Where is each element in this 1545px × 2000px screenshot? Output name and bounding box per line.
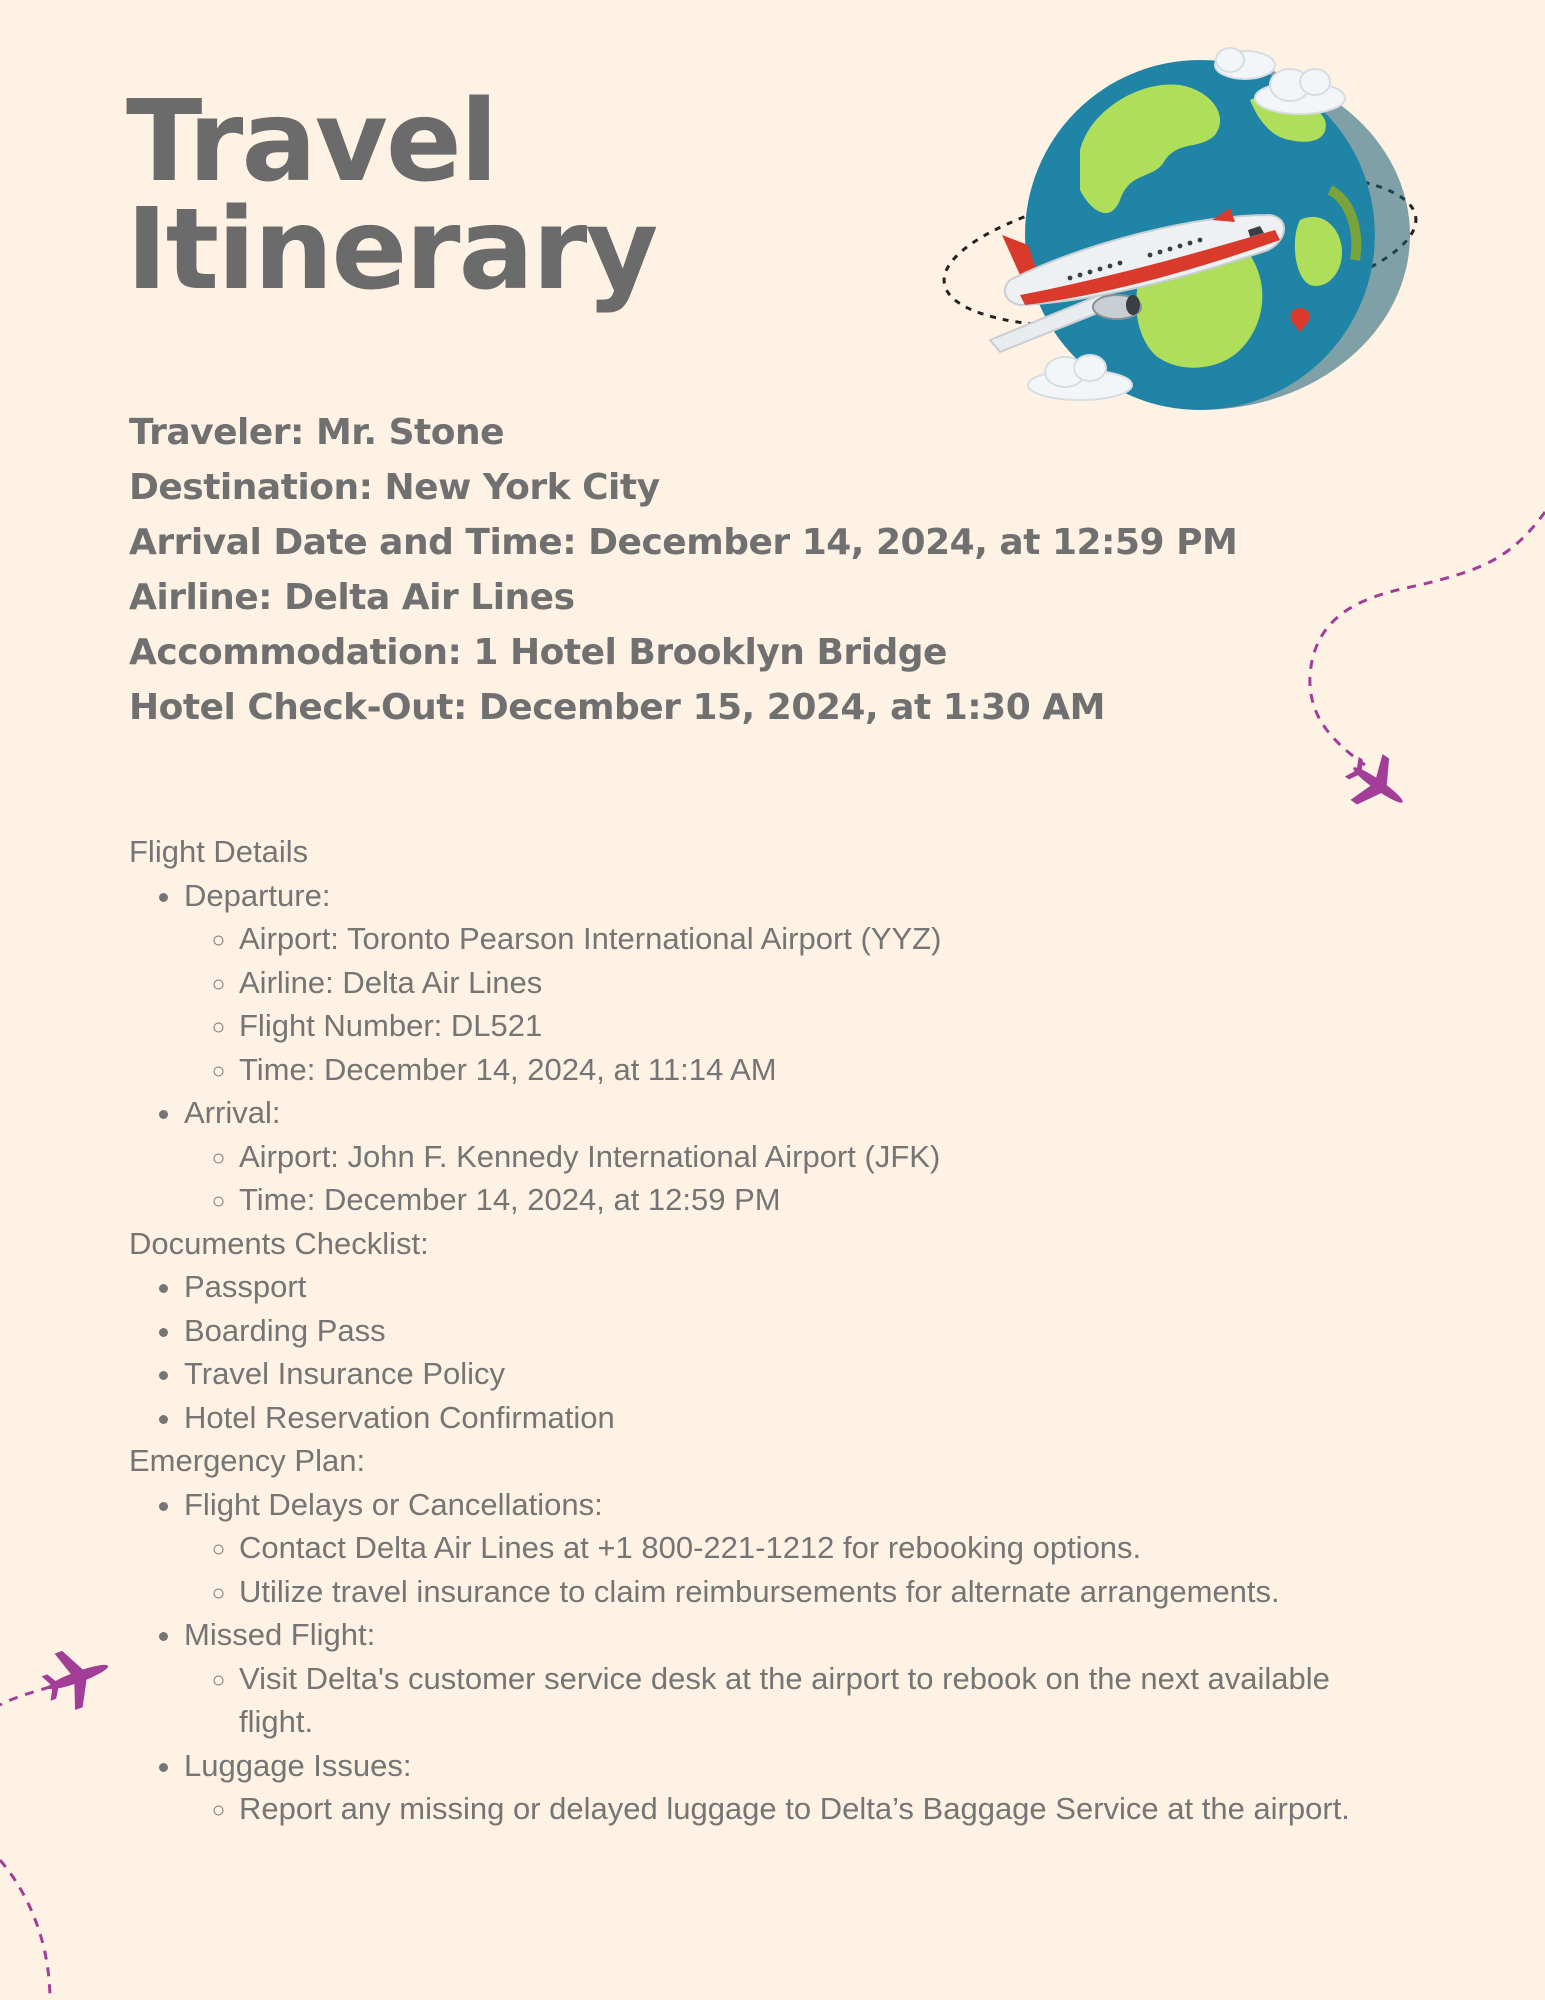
missed-label: Missed Flight:	[184, 1617, 376, 1652]
list-item: ◦ Report any missing or delayed luggage to Delta’s Baggage Service at the airport.	[239, 1787, 1369, 1831]
missed-item	[184, 1613, 1429, 1744]
list-item: ◦ Airport: Toronto Pearson International Airport (YYZ)	[239, 917, 1429, 961]
list-item: ◦ Utilize travel insurance to claim reimbursements for alternate arrangements.	[239, 1570, 1429, 1614]
destination-line: Destination: New York City	[129, 467, 660, 508]
delays-label: Flight Delays or Cancellations:	[184, 1486, 603, 1522]
delays-sublist	[184, 1526, 1429, 1613]
list-item: ◦ Airport: John F. Kennedy International Airport (JFK)	[239, 1135, 1429, 1179]
arrival-item	[184, 1091, 1429, 1222]
list-item: ◦ Time: December 14, 2024, at 11:14 AM	[239, 1048, 1429, 1092]
arrival-sublist	[184, 1135, 1429, 1222]
departure-item	[184, 874, 1429, 1092]
page-title	[126, 77, 657, 315]
airplane-flight-path-decoration-left	[0, 1625, 120, 2000]
list-item: ◦ Time: December 14, 2024, at 12:59 PM	[239, 1178, 1429, 1222]
title-line-1: Travel	[126, 77, 497, 207]
trip-summary	[129, 405, 1237, 735]
list-item: ◦ Visit Delta's customer service desk at the airport to rebook on the next available flight.	[239, 1657, 1369, 1744]
list-item: ◦ Contact Delta Air Lines at +1 800-221-1212 for rebooking options.	[239, 1526, 1429, 1570]
itinerary-details	[129, 830, 1429, 1831]
arrival-line: Arrival Date and Time: December 14, 2024, at 12:59 PM	[129, 522, 1238, 563]
list-item: ◦ Airline: Delta Air Lines	[239, 961, 1429, 1005]
luggage-label: Luggage Issues:	[184, 1747, 412, 1783]
flight-details-list	[129, 874, 1429, 1222]
title-line-2: Itinerary	[126, 185, 657, 315]
emergency-heading: Emergency Plan:	[129, 1443, 366, 1478]
globe-icon	[930, 40, 1420, 420]
departure-label: Departure:	[184, 877, 331, 913]
list-item: • Passport	[184, 1265, 1429, 1309]
airplane-flight-path-decoration	[1280, 500, 1545, 830]
documents-list	[129, 1265, 1429, 1439]
emergency-list	[129, 1483, 1429, 1831]
list-item: • Boarding Pass	[184, 1309, 1429, 1353]
list-item: ◦ Flight Number: DL521	[239, 1004, 1429, 1048]
documents-heading: Documents Checklist:	[129, 1225, 429, 1261]
missed-sublist	[184, 1657, 1429, 1744]
traveler-line: Traveler: Mr. Stone	[129, 412, 505, 453]
airline-line: Airline: Delta Air Lines	[129, 577, 575, 618]
list-item: • Hotel Reservation Confirmation	[184, 1396, 1429, 1440]
checkout-line: Hotel Check-Out: December 15, 2024, at 1:30 AM	[129, 687, 1105, 728]
globe-airplane-illustration	[930, 40, 1420, 420]
departure-sublist	[184, 917, 1429, 1091]
accommodation-line: Accommodation: 1 Hotel Brooklyn Bridge	[129, 632, 947, 673]
airplane-icon	[36, 1638, 119, 1717]
arrival-label: Arrival:	[184, 1095, 281, 1130]
airplane-icon	[1336, 744, 1419, 825]
flight-details-heading: Flight Details	[129, 834, 309, 869]
luggage-sublist	[184, 1787, 1429, 1831]
delays-item	[184, 1483, 1429, 1614]
luggage-item	[184, 1744, 1429, 1831]
list-item: • Travel Insurance Policy	[184, 1352, 1429, 1396]
